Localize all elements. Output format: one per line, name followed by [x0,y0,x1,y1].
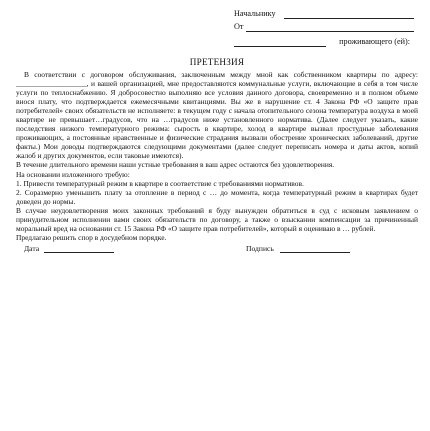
addressee-line [284,18,414,19]
court-warning-paragraph: В случае неудовлетворения моих законных требований я буду вынужден обратиться в суд с исковым заявлением о принудительном исполнении вами своих обязательств по договору, а также о взыскании компенсации за причиненный моральный вред на основании ст. 15 Закона РФ «О защите прав потребителей», который я оцениваю в … рублей. [16,205,418,233]
residence-label: проживающего (ей): [339,37,410,46]
addressee-block [16,6,418,53]
demands-intro: На основании изложенного требую: [16,169,130,179]
demand-item-2: 2. Соразмерно уменьшить плату за отопление в период с … до момента, когда температурный режим в квартирах будет доведен до нормы. [16,187,418,206]
signature-label: Подпись [246,243,274,253]
demand-item-1: 1. Привести температурный режим в квартире в соответствие с требованиями нормативов. [16,178,304,188]
sender-line [246,31,414,32]
document-title: ПРЕТЕНЗИЯ [189,57,245,67]
sender-label: От [234,22,244,31]
residence-line [234,46,326,47]
unmet-demands-paragraph: В течение длительного времени наши устные требования в ваш адрес остаются без удовлетворения. [16,160,335,170]
complaint-paragraph: В соответствии с договором обслуживания, заключенным между мной как собственником квартиры по адресу: ___________________, и вашей организацией, мне предоставляются коммунальные услуги, включающие в себя в том числе услуги по теплоснабжению. Я добросовестно выполняю все условия данного договора, своевременно и в полном объеме внося плату, что подтверждается ежемесячными квитанциями. Вы же в нарушение ст. 4 Закона РФ «О защите прав потребителей» своих обязательств не исполняете: в текущем году с начала отопительного сезона температура воздуха в моей квартире не превышает…градусов, что на …градусов ниже установленного норматива. (Далее следует указать, какие последствия низкого температурного режима: сырость в квартире, холод в квартире вызвал простудные заболевания проживающих, а постоянные нравственные и физические страдания вызвали обострение хронических заболеваний, другие факты.) Мои доводы подтверждаются следующими документами (далее следует переписать номера и даты актов, копий жалоб и других документов, если таковые имеются). [16,70,418,161]
addressee-label: Начальнику [234,9,276,18]
settlement-paragraph: Предлагаю решить спор в досудебном порядке. [16,232,167,242]
signature-line [280,252,350,253]
date-label: Дата [24,243,40,253]
signature-row [16,244,418,256]
date-line [44,252,114,253]
